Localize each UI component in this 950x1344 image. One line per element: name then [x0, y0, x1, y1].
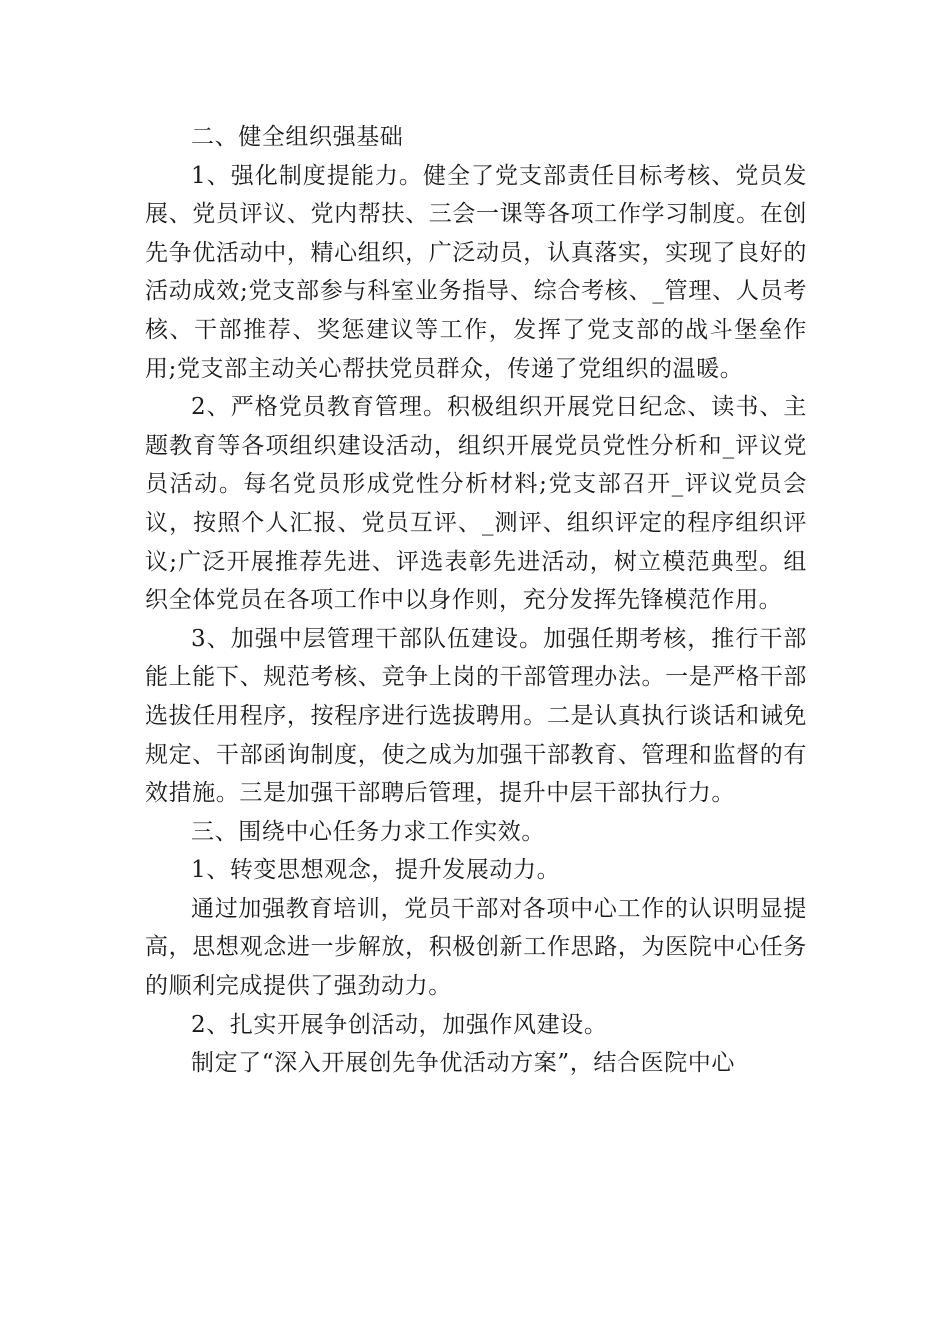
paragraph: 制定了“深入开展创先争优活动方案”，结合医院中心 — [191, 1050, 735, 1077]
subsection-heading: 1、转变思想观念，提升发展动力。 — [191, 857, 561, 884]
subsection-heading: 2、扎实开展争创活动，加强作风建设。 — [191, 1011, 608, 1038]
section-heading: 二、健全组织强基础 — [191, 124, 404, 150]
paragraph: 通过加强教育培训，党员干部对各项中心工作的认识明显提高，思想观念进一步解放，积极创新工作思路，为医院中心任务的顺利完成提供了强劲动力。 — [145, 895, 807, 1000]
section-heading: 三、围绕中心任务力求工作实效。 — [191, 818, 545, 845]
paragraph: 3、加强中层管理干部队伍建设。加强任期考核，推行干部能上能下、规范考核、竞争上岗的干部管理办法。一是严格干部选拔任用程序，按程序进行选拔聘用。二是认真执行谈话和诫免规定、干部函询制度，使之成为加强干部教育、管理和监督的有效措施。三是加强干部聘后管理，提升中层干部执行力。 — [145, 625, 807, 807]
paragraph: 2、严格党员教育管理。积极组织开展党日纪念、读书、主题教育等各项组织建设活动，组织开展党员党性分析和_评议党员活动。每名党员形成党性分析材料;党支部召开_评议党员会议，按照个人汇报、党员互评、_测评、组织评定的程序组织评议;广泛开展推荐先进、评选表彰先进活动，树立模范典型。组织全体党员在各项工作中以身作则，充分发挥先锋模范作用。 — [145, 394, 807, 614]
document-body — [145, 118, 807, 1083]
paragraph: 1、强化制度提能力。健全了党支部责任目标考核、党员发展、党员评议、党内帮扶、三会一课等各项工作学习制度。在创先争优活动中，精心组织，广泛动员，认真落实，实现了良好的活动成效;党支部参与科室业务指导、综合考核、_管理、人员考核、干部推荐、奖惩建议等工作，发挥了党支部的战斗堡垒作用;党支部主动关心帮扶党员群众，传递了党组织的温暖。 — [145, 162, 807, 382]
